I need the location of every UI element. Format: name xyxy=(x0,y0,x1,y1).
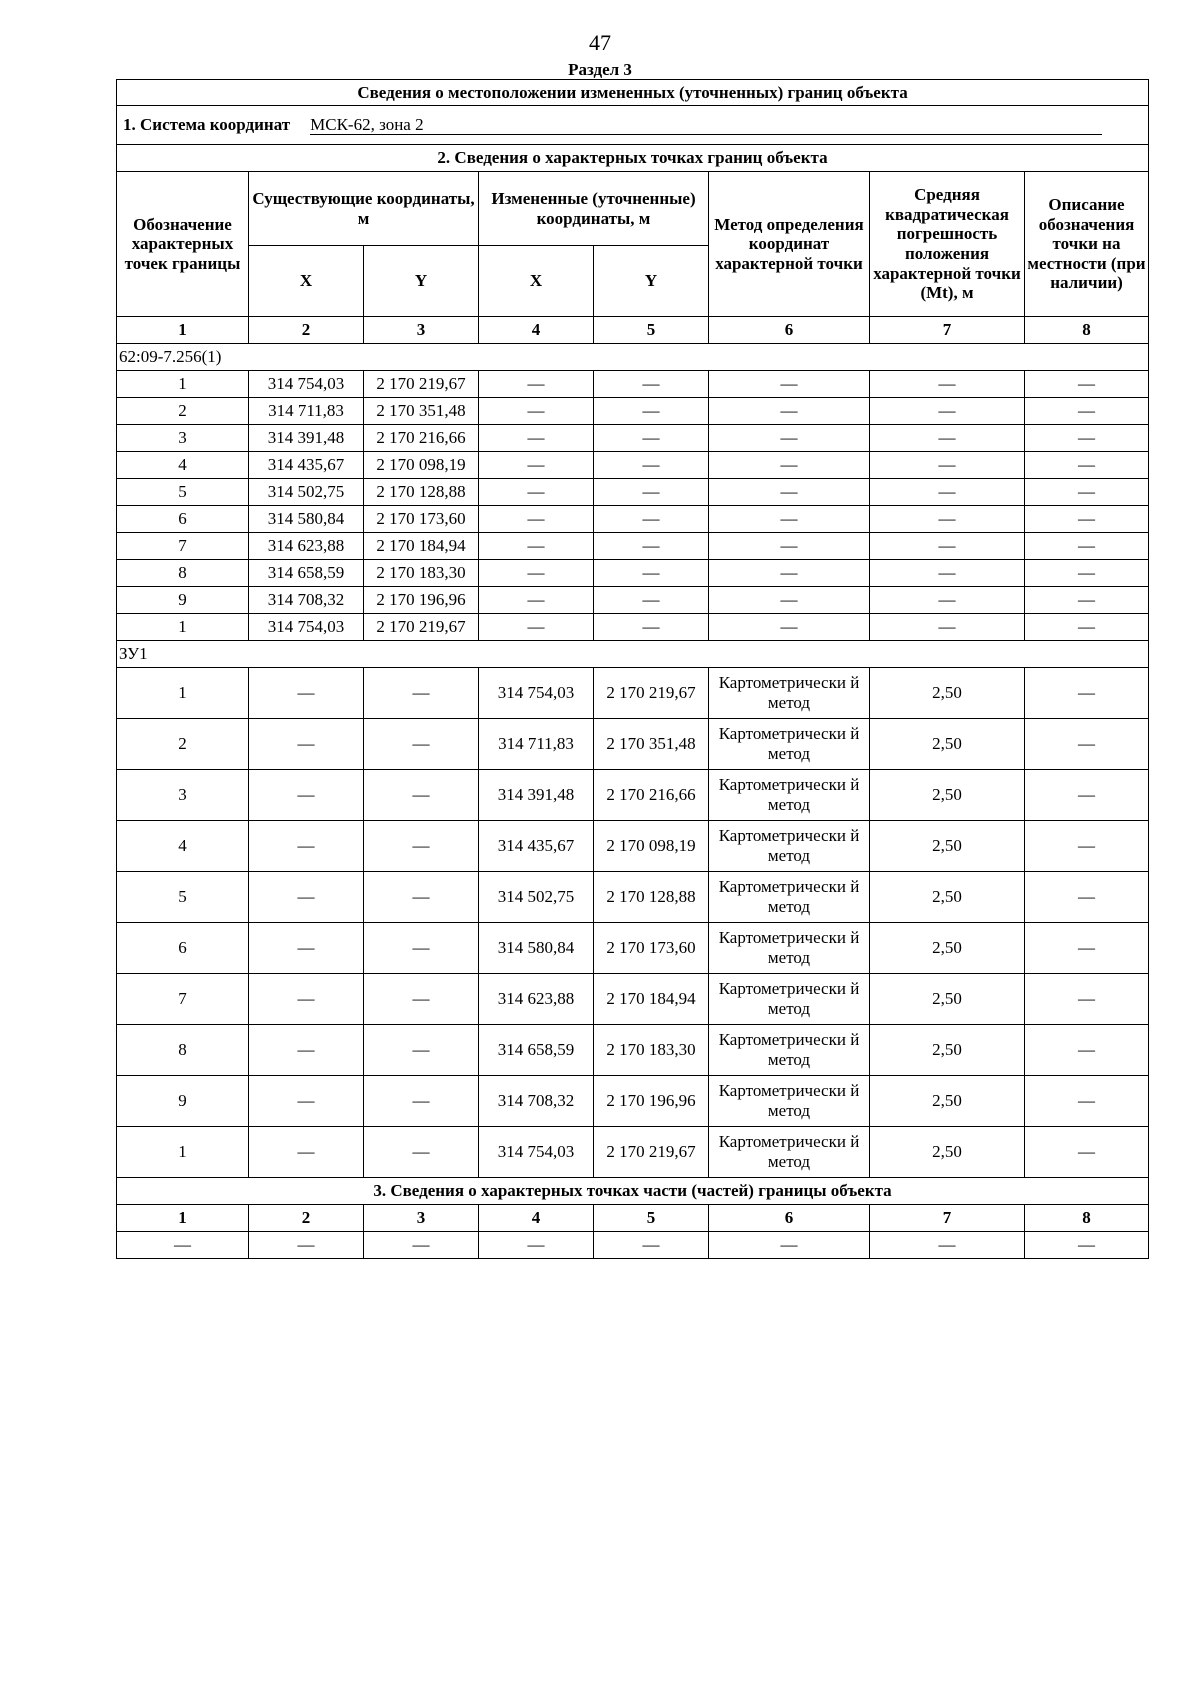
point-number-cell: 7 xyxy=(117,533,249,560)
method-cell: Картометрически й метод xyxy=(709,1076,870,1127)
existing-y-cell: 2 170 351,48 xyxy=(364,398,479,425)
dash-cell: — xyxy=(594,1232,709,1259)
point-number-cell: 1 xyxy=(117,668,249,719)
dash-cell: — xyxy=(1025,974,1149,1025)
point-number-cell: 4 xyxy=(117,452,249,479)
dash-cell: — xyxy=(709,614,870,641)
table-row xyxy=(117,371,1149,398)
header-changed-coords: Измененные (уточненные) координаты, м xyxy=(479,172,709,246)
dash-cell: — xyxy=(870,614,1025,641)
header-existing-y: Y xyxy=(364,246,479,317)
header-method: Метод определения координат характерной точки xyxy=(709,172,870,317)
changed-y-cell: 2 170 196,96 xyxy=(594,1076,709,1127)
error-cell: 2,50 xyxy=(870,872,1025,923)
dash-cell: — xyxy=(249,770,364,821)
dash-cell: — xyxy=(709,1232,870,1259)
dash-cell: — xyxy=(1025,1025,1149,1076)
column-number: 3 xyxy=(364,317,479,344)
dash-cell: — xyxy=(709,452,870,479)
dash-cell: — xyxy=(1025,533,1149,560)
dash-cell: — xyxy=(594,425,709,452)
dash-cell: — xyxy=(870,452,1025,479)
table-row xyxy=(117,533,1149,560)
dash-cell: — xyxy=(709,560,870,587)
changed-x-cell: 314 708,32 xyxy=(479,1076,594,1127)
group-label-zu1: ЗУ1 xyxy=(117,641,1149,668)
table-row xyxy=(117,398,1149,425)
parts-column-number-row xyxy=(117,1205,1149,1232)
column-number: 4 xyxy=(479,317,594,344)
table-row xyxy=(117,719,1149,770)
dash-cell: — xyxy=(1025,821,1149,872)
changed-y-cell: 2 170 219,67 xyxy=(594,1127,709,1178)
point-number-cell: 3 xyxy=(117,425,249,452)
dash-cell: — xyxy=(364,821,479,872)
method-cell: Картометрически й метод xyxy=(709,821,870,872)
dash-cell: — xyxy=(364,872,479,923)
point-number-cell: 2 xyxy=(117,398,249,425)
table-row xyxy=(117,452,1149,479)
changed-y-cell: 2 170 219,67 xyxy=(594,668,709,719)
dash-cell: — xyxy=(594,398,709,425)
dash-cell: — xyxy=(709,587,870,614)
dash-cell: — xyxy=(870,506,1025,533)
column-number: 1 xyxy=(117,1205,249,1232)
method-cell: Картометрически й метод xyxy=(709,719,870,770)
dash-cell: — xyxy=(594,614,709,641)
changed-x-cell: 314 391,48 xyxy=(479,770,594,821)
table-row xyxy=(117,821,1149,872)
existing-x-cell: 314 754,03 xyxy=(249,614,364,641)
changed-x-cell: 314 711,83 xyxy=(479,719,594,770)
dash-cell: — xyxy=(249,1127,364,1178)
error-cell: 2,50 xyxy=(870,1025,1025,1076)
column-number: 5 xyxy=(594,317,709,344)
column-number: 5 xyxy=(594,1205,709,1232)
dash-cell: — xyxy=(870,398,1025,425)
section-title: Раздел 3 xyxy=(568,60,632,79)
method-cell: Картометрически й метод xyxy=(709,872,870,923)
existing-y-cell: 2 170 098,19 xyxy=(364,452,479,479)
dash-cell: — xyxy=(594,452,709,479)
changed-x-cell: 314 754,03 xyxy=(479,668,594,719)
dash-cell: — xyxy=(709,479,870,506)
dash-cell: — xyxy=(594,560,709,587)
table-row xyxy=(117,560,1149,587)
column-number: 8 xyxy=(1025,1205,1149,1232)
existing-x-cell: 314 502,75 xyxy=(249,479,364,506)
method-cell: Картометрически й метод xyxy=(709,974,870,1025)
coordinate-system-label: 1. Система координат xyxy=(123,114,291,134)
dash-cell: — xyxy=(870,479,1025,506)
dash-cell: — xyxy=(1025,1127,1149,1178)
changed-y-cell: 2 170 216,66 xyxy=(594,770,709,821)
dash-cell: — xyxy=(1025,668,1149,719)
dash-cell: — xyxy=(364,1025,479,1076)
existing-x-cell: 314 391,48 xyxy=(249,425,364,452)
column-number: 1 xyxy=(117,317,249,344)
dash-cell: — xyxy=(364,719,479,770)
dash-cell: — xyxy=(249,872,364,923)
header-description: Описание обозначения точки на местности (при наличии) xyxy=(1025,172,1149,317)
point-number-cell: 5 xyxy=(117,479,249,506)
changed-y-cell: 2 170 183,30 xyxy=(594,1025,709,1076)
method-cell: Картометрически й метод xyxy=(709,668,870,719)
dash-cell: — xyxy=(870,560,1025,587)
error-cell: 2,50 xyxy=(870,1076,1025,1127)
dash-cell: — xyxy=(249,821,364,872)
point-number-cell: 5 xyxy=(117,872,249,923)
dash-cell: — xyxy=(1025,452,1149,479)
column-number: 7 xyxy=(870,1205,1025,1232)
dash-cell: — xyxy=(709,425,870,452)
table-row xyxy=(117,425,1149,452)
column-number: 6 xyxy=(709,317,870,344)
table-row xyxy=(117,923,1149,974)
column-number: 7 xyxy=(870,317,1025,344)
method-cell: Картометрически й метод xyxy=(709,770,870,821)
changed-x-cell: 314 502,75 xyxy=(479,872,594,923)
dash-cell: — xyxy=(479,398,594,425)
dash-cell: — xyxy=(594,533,709,560)
dash-cell: — xyxy=(479,506,594,533)
dash-cell: — xyxy=(364,1232,479,1259)
point-number-cell: 1 xyxy=(117,1127,249,1178)
coordinate-system-value: МСК-62, зона 2 xyxy=(310,116,1102,136)
dash-cell: — xyxy=(870,1232,1025,1259)
dash-cell: — xyxy=(594,479,709,506)
dash-cell: — xyxy=(249,1076,364,1127)
dash-cell: — xyxy=(364,770,479,821)
existing-x-cell: 314 754,03 xyxy=(249,371,364,398)
dash-cell: — xyxy=(364,668,479,719)
dash-cell: — xyxy=(249,923,364,974)
existing-x-cell: 314 708,32 xyxy=(249,587,364,614)
dash-cell: — xyxy=(709,533,870,560)
dash-cell: — xyxy=(594,587,709,614)
column-number: 2 xyxy=(249,317,364,344)
point-number-cell: 9 xyxy=(117,1076,249,1127)
points-section-title: 2. Сведения о характерных точках границ объекта xyxy=(117,145,1149,172)
dash-cell: — xyxy=(249,668,364,719)
table-row xyxy=(117,668,1149,719)
existing-y-cell: 2 170 184,94 xyxy=(364,533,479,560)
dash-cell: — xyxy=(249,1025,364,1076)
existing-y-cell: 2 170 219,67 xyxy=(364,614,479,641)
dash-cell: — xyxy=(1025,371,1149,398)
dash-cell: — xyxy=(1025,506,1149,533)
changed-y-cell: 2 170 351,48 xyxy=(594,719,709,770)
changed-y-cell: 2 170 098,19 xyxy=(594,821,709,872)
dash-cell: — xyxy=(364,974,479,1025)
existing-y-cell: 2 170 196,96 xyxy=(364,587,479,614)
dash-cell: — xyxy=(1025,560,1149,587)
error-cell: 2,50 xyxy=(870,974,1025,1025)
dash-cell: — xyxy=(479,371,594,398)
column-number: 6 xyxy=(709,1205,870,1232)
dash-cell: — xyxy=(1025,719,1149,770)
changed-x-cell: 314 580,84 xyxy=(479,923,594,974)
existing-y-cell: 2 170 216,66 xyxy=(364,425,479,452)
header-changed-y: Y xyxy=(594,246,709,317)
dash-cell: — xyxy=(709,398,870,425)
dash-cell: — xyxy=(479,560,594,587)
dash-cell: — xyxy=(1025,479,1149,506)
dash-cell: — xyxy=(594,506,709,533)
dash-cell: — xyxy=(249,1232,364,1259)
dash-cell: — xyxy=(870,533,1025,560)
header-existing-coords: Существующие координаты, м xyxy=(249,172,479,246)
dash-cell: — xyxy=(479,479,594,506)
dash-cell: — xyxy=(479,614,594,641)
header-changed-x: X xyxy=(479,246,594,317)
point-number-cell: 9 xyxy=(117,587,249,614)
existing-y-cell: 2 170 219,67 xyxy=(364,371,479,398)
point-number-cell: 8 xyxy=(117,1025,249,1076)
dash-cell: — xyxy=(1025,425,1149,452)
point-number-cell: 6 xyxy=(117,506,249,533)
dash-cell: — xyxy=(870,587,1025,614)
changed-x-cell: 314 754,03 xyxy=(479,1127,594,1178)
header-existing-x: X xyxy=(249,246,364,317)
dash-cell: — xyxy=(709,371,870,398)
changed-y-cell: 2 170 184,94 xyxy=(594,974,709,1025)
page-number: 47 xyxy=(589,30,611,55)
table-row xyxy=(117,974,1149,1025)
table-row xyxy=(117,614,1149,641)
dash-cell: — xyxy=(1025,923,1149,974)
error-cell: 2,50 xyxy=(870,770,1025,821)
dash-cell: — xyxy=(249,974,364,1025)
error-cell: 2,50 xyxy=(870,1127,1025,1178)
point-number-cell: 8 xyxy=(117,560,249,587)
dash-cell: — xyxy=(1025,872,1149,923)
table-row xyxy=(117,506,1149,533)
dash-cell: — xyxy=(364,1076,479,1127)
coordinate-system-row xyxy=(117,106,1149,145)
dash-cell: — xyxy=(117,1232,249,1259)
dash-cell: — xyxy=(479,1232,594,1259)
table-title: Сведения о местоположении измененных (уточненных) границ объекта xyxy=(117,80,1149,106)
changed-y-cell: 2 170 173,60 xyxy=(594,923,709,974)
column-number: 3 xyxy=(364,1205,479,1232)
column-number-row xyxy=(117,317,1149,344)
dash-cell: — xyxy=(870,371,1025,398)
method-cell: Картометрически й метод xyxy=(709,1127,870,1178)
dash-cell: — xyxy=(594,371,709,398)
dash-cell: — xyxy=(1025,1076,1149,1127)
table-row xyxy=(117,1127,1149,1178)
group-label-cadastral: 62:09-7.256(1) xyxy=(117,344,1149,371)
method-cell: Картометрически й метод xyxy=(709,1025,870,1076)
point-number-cell: 7 xyxy=(117,974,249,1025)
existing-y-cell: 2 170 173,60 xyxy=(364,506,479,533)
point-number-cell: 6 xyxy=(117,923,249,974)
error-cell: 2,50 xyxy=(870,668,1025,719)
point-number-cell: 1 xyxy=(117,614,249,641)
dash-cell: — xyxy=(1025,614,1149,641)
dash-cell: — xyxy=(1025,398,1149,425)
column-number: 8 xyxy=(1025,317,1149,344)
header-rms-error: Средняя квадратическая погрешность положения характерной точки (Mt), м xyxy=(870,172,1025,317)
column-number: 4 xyxy=(479,1205,594,1232)
dash-cell: — xyxy=(364,1127,479,1178)
existing-y-cell: 2 170 128,88 xyxy=(364,479,479,506)
header-point-designation: Обозначение характерных точек границы xyxy=(117,172,249,317)
dash-cell: — xyxy=(1025,587,1149,614)
error-cell: 2,50 xyxy=(870,719,1025,770)
dash-cell: — xyxy=(709,506,870,533)
existing-y-cell: 2 170 183,30 xyxy=(364,560,479,587)
point-number-cell: 1 xyxy=(117,371,249,398)
changed-x-cell: 314 658,59 xyxy=(479,1025,594,1076)
point-number-cell: 4 xyxy=(117,821,249,872)
point-number-cell: 2 xyxy=(117,719,249,770)
error-cell: 2,50 xyxy=(870,923,1025,974)
dash-cell: — xyxy=(870,425,1025,452)
table-row xyxy=(117,770,1149,821)
table-row xyxy=(117,587,1149,614)
existing-x-cell: 314 658,59 xyxy=(249,560,364,587)
changed-y-cell: 2 170 128,88 xyxy=(594,872,709,923)
dash-cell: — xyxy=(479,533,594,560)
changed-x-cell: 314 623,88 xyxy=(479,974,594,1025)
point-number-cell: 3 xyxy=(117,770,249,821)
dash-cell: — xyxy=(364,923,479,974)
existing-x-cell: 314 580,84 xyxy=(249,506,364,533)
boundary-table xyxy=(116,79,1149,1259)
table-row xyxy=(117,479,1149,506)
table-row xyxy=(117,1076,1149,1127)
error-cell: 2,50 xyxy=(870,821,1025,872)
dash-cell: — xyxy=(249,719,364,770)
parts-empty-row xyxy=(117,1232,1149,1259)
existing-x-cell: 314 711,83 xyxy=(249,398,364,425)
dash-cell: — xyxy=(479,587,594,614)
changed-x-cell: 314 435,67 xyxy=(479,821,594,872)
table-row xyxy=(117,1025,1149,1076)
parts-section-title: 3. Сведения о характерных точках части (частей) границы объекта xyxy=(117,1178,1149,1205)
dash-cell: — xyxy=(1025,1232,1149,1259)
dash-cell: — xyxy=(479,425,594,452)
method-cell: Картометрически й метод xyxy=(709,923,870,974)
table-row xyxy=(117,872,1149,923)
dash-cell: — xyxy=(1025,770,1149,821)
existing-x-cell: 314 623,88 xyxy=(249,533,364,560)
column-number: 2 xyxy=(249,1205,364,1232)
dash-cell: — xyxy=(479,452,594,479)
existing-x-cell: 314 435,67 xyxy=(249,452,364,479)
